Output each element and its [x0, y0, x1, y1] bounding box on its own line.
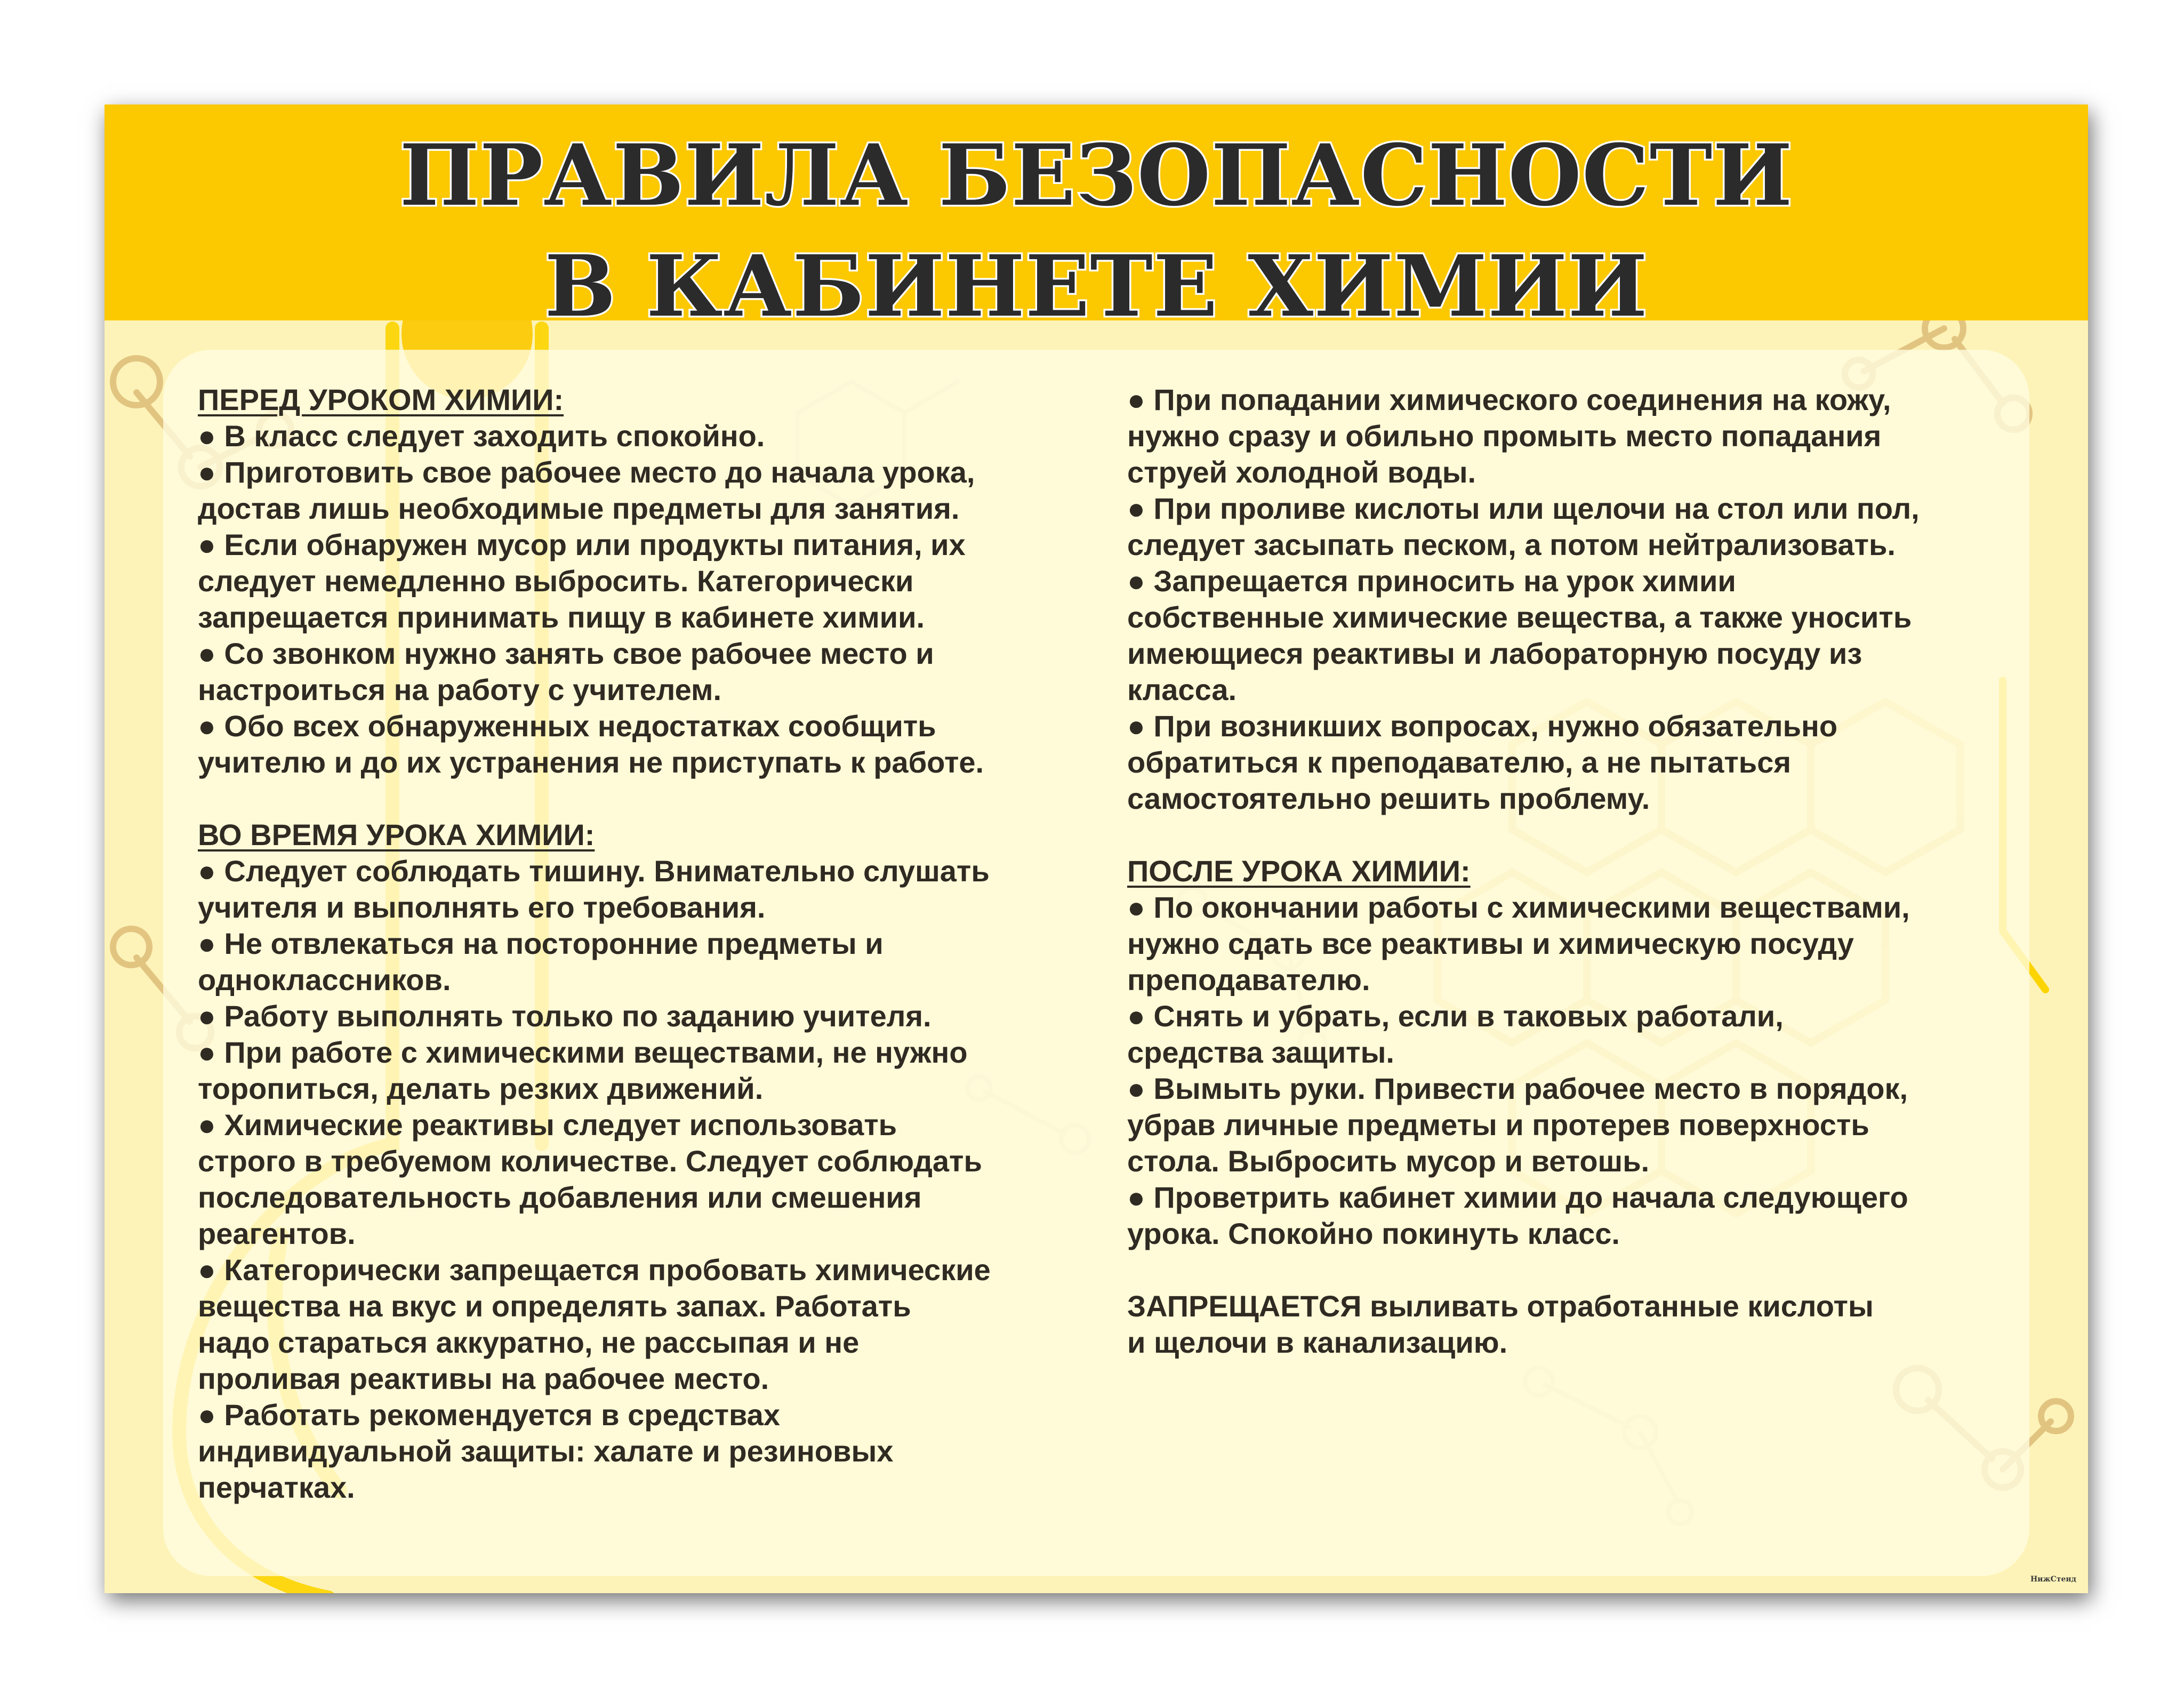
- rule-line: перчатках.: [198, 1471, 355, 1504]
- rule-line: ● При проливе кислоты или щелочи на стол или пол,: [1127, 492, 1920, 525]
- warning-line: и щелочи в канализацию.: [1127, 1326, 1508, 1359]
- rule-line: струей холодной воды.: [1127, 455, 1476, 489]
- page-title: [105, 121, 2088, 342]
- rule-line: индивидуальной защиты: халате и резиновых: [198, 1434, 894, 1468]
- rule-line: ● Химические реактивы следует использовать: [198, 1108, 897, 1142]
- rule-line: имеющиеся реактивы и лабораторную посуду из: [1127, 637, 1862, 670]
- rule-line: ● Снять и убрать, если в таковых работали,: [1127, 999, 1784, 1033]
- rule-line: ● Вымыть руки. Привести рабочее место в порядок,: [1127, 1072, 1908, 1105]
- rule-line: ● Запрещается приносить на урок химии: [1127, 564, 1736, 598]
- rule-line: ● Проветрить кабинет химии до начала следующего: [1127, 1180, 1908, 1214]
- rule-line: урока. Спокойно покинуть класс.: [1127, 1217, 1620, 1250]
- rule-line: стола. Выбросить мусор и ветошь.: [1127, 1144, 1650, 1178]
- rule-line: вещества на вкус и определять запах. Работать: [198, 1289, 911, 1323]
- rule-line: надо стараться аккуратно, не рассыпая и не: [198, 1326, 860, 1359]
- rule-line: средства защиты.: [1127, 1035, 1394, 1069]
- rule-line: ● Приготовить свое рабочее место до начала урока,: [198, 455, 975, 489]
- warning-line: ЗАПРЕЩАЕТСЯ выливать отработанные кислоты: [1127, 1289, 1874, 1323]
- rule-line: класса.: [1127, 673, 1237, 706]
- rule-line: запрещается принимать пищу в кабинете химии.: [198, 600, 925, 634]
- rule-line: строго в требуемом количестве. Следует соблюдать: [198, 1144, 982, 1178]
- rule-line: учителя и выполнять его требования.: [198, 890, 766, 924]
- rule-line: ● Обо всех обнаруженных недостатках сообщить: [198, 709, 936, 743]
- left-column: [198, 382, 1200, 1506]
- rule-line: ● Следует соблюдать тишину. Внимательно слушать: [198, 854, 990, 888]
- right-column: [1127, 382, 2034, 1361]
- rule-line: торопиться, делать резких движений.: [198, 1072, 764, 1105]
- rule-line: ● Работать рекомендуется в средствах: [198, 1398, 780, 1432]
- section-heading-before: ПЕРЕД УРОКОМ ХИМИИ:: [198, 383, 564, 416]
- rule-line: нужно сразу и обильно промыть место попадания: [1127, 419, 1882, 453]
- rule-line: ● Работу выполнять только по заданию учителя.: [198, 999, 932, 1033]
- rule-line: убрав личные предметы и протерев поверхность: [1127, 1108, 1869, 1142]
- rule-line: преподавателю.: [1127, 963, 1370, 997]
- rule-line: ● Не отвлекаться на посторонние предметы и: [198, 927, 884, 960]
- rule-line: проливая реактивы на рабочее место.: [198, 1362, 769, 1395]
- rule-line: ● При попадании химического соединения на кожу,: [1127, 383, 1891, 416]
- rule-line: следует засыпать песком, а потом нейтрализовать.: [1127, 528, 1896, 561]
- brand-mark: НижСтенд: [2030, 1575, 2076, 1584]
- title-line-1: ПРАВИЛА БЕЗОПАСНОСТИ: [399, 126, 1793, 225]
- rule-line: собственные химические вещества, а также уносить: [1127, 600, 1912, 634]
- rule-line: ● При работе с химическими веществами, не нужно: [198, 1035, 968, 1069]
- title-line-2: В КАБИНЕТЕ ХИМИИ: [544, 237, 1648, 336]
- rule-line: последовательность добавления или смешения: [198, 1180, 922, 1214]
- section-heading-during: ВО ВРЕМЯ УРОКА ХИМИИ:: [198, 818, 595, 851]
- rule-line: настроиться на работу с учителем.: [198, 673, 721, 706]
- rule-line: следует немедленно выбросить. Категорически: [198, 564, 914, 598]
- rule-line: ● В класс следует заходить спокойно.: [198, 419, 765, 453]
- rule-line: ● Если обнаружен мусор или продукты питания, их: [198, 528, 966, 561]
- rule-line: одноклассников.: [198, 963, 451, 997]
- rule-line: обратиться к преподавателю, а не пытаться: [1127, 745, 1792, 779]
- rule-line: достав лишь необходимые предметы для занятия.: [198, 492, 960, 525]
- rule-line: реагентов.: [198, 1217, 356, 1250]
- rule-line: учителю и до их устранения не приступать к работе.: [198, 745, 984, 779]
- safety-poster: [105, 105, 2088, 1593]
- header-banner: [105, 105, 2088, 336]
- section-heading-after: ПОСЛЕ УРОКА ХИМИИ:: [1127, 854, 1471, 888]
- rule-line: самостоятельно решить проблему.: [1127, 782, 1650, 815]
- rule-line: ● Со звонком нужно занять свое рабочее место и: [198, 637, 934, 670]
- rule-line: нужно сдать все реактивы и химическую посуду: [1127, 927, 1854, 960]
- rule-line: ● При возникших вопросах, нужно обязательно: [1127, 709, 1838, 743]
- rule-line: ● По окончании работы с химическими веществами,: [1127, 890, 1910, 924]
- rule-line: ● Категорически запрещается пробовать химические: [198, 1253, 991, 1287]
